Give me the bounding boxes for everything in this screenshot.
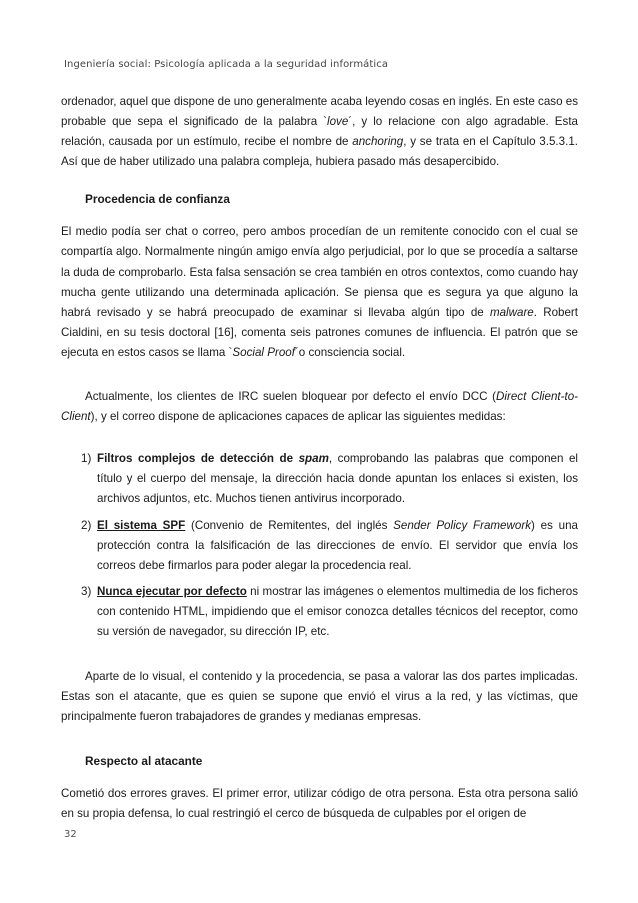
paragraph-irc <box>61 387 578 427</box>
list-item-title: El sistema SPF <box>97 518 186 532</box>
list-number: 3) <box>81 584 92 598</box>
section-heading-procedencia: Procedencia de confianza <box>85 192 230 207</box>
list-item-text: (Convenio de Remitentes, del inglés <box>185 518 394 532</box>
text-run: El medio podía ser chat o correo, pero ambos procedían de un remitente conocido con el cual se compartía algo. Normalmente ningún amigo envía algo perjudicial, por lo que se procedía a saltarse la duda de comprobarlo. Esta falsa sensación se crea también en otros contextos, como cuando hay mucha gente utilizando una determinada aplicación. Se piensa que es segura ya que alguno la habrá revisado y se habrá preocupado de examinar si llevaba algún tipo de <box>61 225 578 319</box>
running-header: Ingeniería social: Psicología aplicada a la seguridad informática <box>64 59 389 70</box>
text-run: . Robert Cialdini, en su tesis doctoral [16], comenta seis patrones comunes de influencia. El patrón que se ejecuta en estos casos se llama ` <box>61 305 578 359</box>
list-item-text: ni mostrar las imágenes o elementos multimedia de los ficheros con contenido HTML, impidiendo que el emisor conozca detalles técnicos del receptor, como su versión de navegador, su dirección IP, etc. <box>97 584 578 638</box>
list-item-text: ) es una protección contra la falsificación de las direcciones de envío. El servidor que envía los correos debe firmarlos para poder alegar la procedencia real. <box>97 518 578 572</box>
measures-list <box>61 449 578 642</box>
text-run: ´o consciencia social. <box>294 345 406 359</box>
text-run: ´, y lo relacione con algo agradable. Esta relación, causada por un estímulo, recibe el nombre de <box>61 115 579 149</box>
text-run: ), y el correo dispone de aplicaciones capaces de aplicar las siguientes medidas: <box>90 410 506 424</box>
italic-term-dcc: Direct Client-to-Client <box>61 390 578 424</box>
text-run: ordenador, aquel que dispone de uno generalmente acaba leyendo cosas en inglés. En este caso es probable que sepa el significado de la palabra ` <box>61 95 578 129</box>
page-number: 32 <box>64 829 77 840</box>
list-item <box>61 582 578 642</box>
list-item-title: Filtros complejos de detección de <box>97 452 299 466</box>
list-item-text: , comprobando las palabras que componen el título y el cuerpo del mensaje, la dirección hacia donde apuntan los enlaces si existen, los archivos adjuntos, etc. Muchos tienen antivirus incorporado. <box>97 452 578 506</box>
italic-term-malware: malware <box>489 305 534 319</box>
italic-term-anchoring: anchoring <box>352 135 404 149</box>
list-number: 1) <box>81 452 92 466</box>
list-item-title: Nunca ejecutar por defecto <box>97 584 247 598</box>
paragraph-atacante: Cometió dos errores graves. El primer error, utilizar código de otra persona. Esta otra persona salió en su propia defensa, lo cual restringió el cerco de búsqueda de culpables por el origen de <box>61 787 578 821</box>
list-item <box>61 516 578 576</box>
list-item <box>61 449 578 509</box>
list-number: 2) <box>81 518 92 532</box>
italic-term-spf: Sender Policy Framework <box>393 518 531 532</box>
section-heading-atacante: Respecto al atacante <box>85 754 203 769</box>
italic-term-social-proof: Social Proof <box>232 345 295 359</box>
italic-term-love: love <box>327 115 349 129</box>
paragraph-anchoring <box>61 92 578 172</box>
paragraph-procedencia <box>61 222 578 363</box>
text-run: , y se trata en el Capítulo 3.5.3.1. Así que de haber utilizado una palabra compleja, hubiera pasado más desapercibido. <box>61 135 578 169</box>
page-body <box>61 92 578 825</box>
list-item-title-italic: spam <box>298 452 329 466</box>
paragraph-partes: Aparte de lo visual, el contenido y la procedencia, se pasa a valorar las dos partes implicadas. Estas son el atacante, que es quien se supone que envió el virus a la red, y las víctimas, que principalmente fueron trabajadores de grandes y medianas empresas. <box>61 670 578 724</box>
text-run: Actualmente, los clientes de IRC suelen bloquear por defecto el envío DCC ( <box>85 390 497 404</box>
